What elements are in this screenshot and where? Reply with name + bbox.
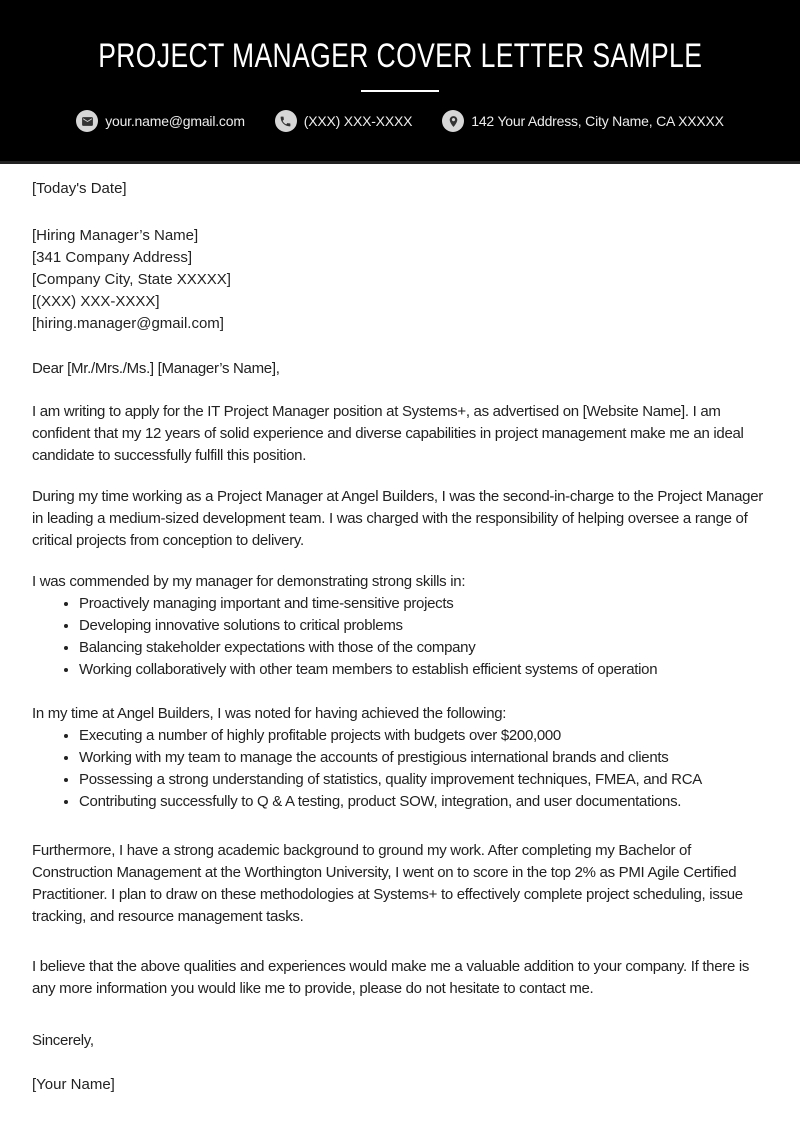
signature: [Your Name] [32,1076,115,1093]
recipient-email: [hiring.manager@gmail.com] [32,315,224,332]
page-title: PROJECT MANAGER COVER LETTER SAMPLE [97,37,703,75]
closing: Sincerely, [32,1032,94,1049]
achievements-list [32,725,768,813]
paragraph-academic: Furthermore, I have a strong academic background to ground my work. After completing my Bachelor of Construction Management at the Worthington University, I went on to score in the top 2% as PMI Agile Certified Practitioner. I plan to draw on these methodologies at Systems+ to effectively complete project scheduling, issue tracking, and resource management tasks. [32,842,743,925]
contact-address [442,110,724,132]
letter-body [0,164,800,1096]
recipient-name: [Hiring Manager’s Name] [32,227,199,244]
contact-phone-text: (XXX) XXX-XXXX [303,113,413,129]
phone-icon [275,110,297,132]
recipient-block [32,225,768,335]
list-item: • Proactively managing important and time-sensitive projects [79,593,768,615]
date-line: [Today's Date] [32,180,127,197]
recipient-address: [341 Company Address] [32,249,193,266]
contact-address-text: 142 Your Address, City Name, CA XXXXX [471,113,724,129]
contact-phone [275,110,412,132]
list-item: • Possessing a strong understanding of statistics, quality improvement techniques, FMEA, and RCA [79,769,768,791]
list-item: • Balancing stakeholder expectations with those of the company [79,637,768,659]
skills-intro: I was commended by my manager for demonstrating strong skills in: [32,573,466,590]
paragraph-intro: I am writing to apply for the IT Project Manager position at Systems+, as advertised on [Website Name]. I am confident that my 12 years of solid experience and diverse capabilities in project management make me an ideal candidate to successfully fulfill this position. [32,403,744,464]
paragraph-experience: During my time working as a Project Manager at Angel Builders, I was the second-in-charge to the Project Manager in leading a medium-sized development team. I was charged with the responsibility of helping oversee a range of critical projects from conception to delivery. [32,488,763,549]
achievements-intro: In my time at Angel Builders, I was noted for having achieved the following: [32,705,507,722]
recipient-phone: [(XXX) XXX-XXXX] [32,293,160,310]
salutation: Dear [Mr./Mrs./Ms.] [Manager’s Name], [32,360,280,377]
contact-email-text: your.name@gmail.com [105,113,245,129]
recipient-city-state: [Company City, State XXXXX] [32,271,231,288]
location-icon [442,110,464,132]
paragraph-conclusion: I believe that the above qualities and experiences would make me a valuable addition to your company. If there is any more information you would like me to provide, please do not hesitate to contact me. [32,958,750,997]
contact-bar [76,110,724,132]
title-underline [361,90,439,92]
list-item: • Developing innovative solutions to critical problems [79,615,768,637]
list-item: • Executing a number of highly profitable projects with budgets over $200,000 [79,725,768,747]
skills-list [32,593,768,681]
contact-email [76,110,245,132]
letterhead [0,0,800,164]
list-item: • Working collaboratively with other team members to establish efficient systems of operation [79,659,768,681]
list-item: • Contributing successfully to Q & A testing, product SOW, integration, and user documentations. [79,791,768,813]
list-item: • Working with my team to manage the accounts of prestigious international brands and clients [79,747,768,769]
email-icon [76,110,98,132]
